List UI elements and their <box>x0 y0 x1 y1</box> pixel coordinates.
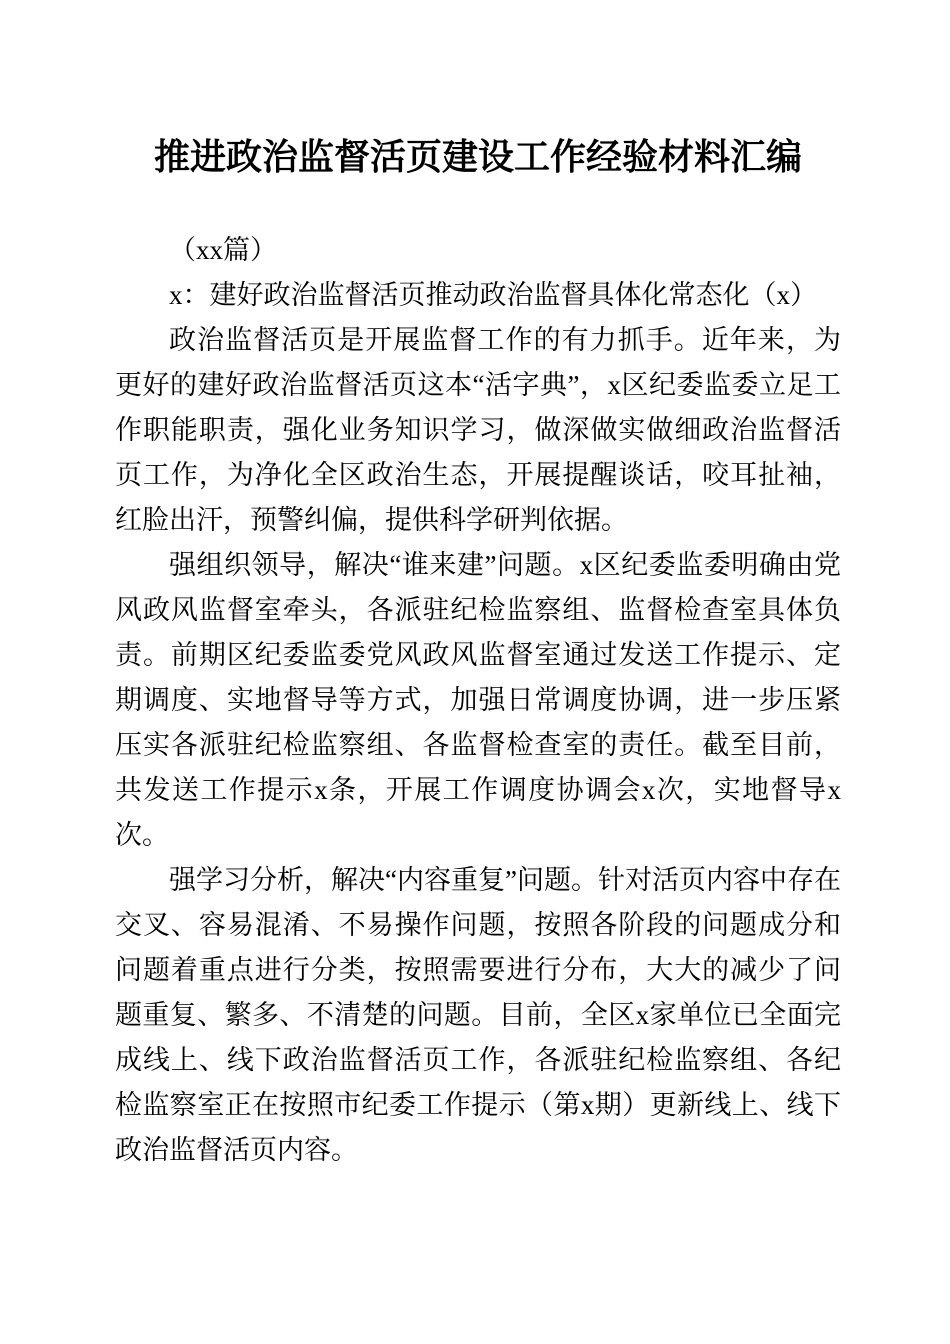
article-count-note: （xx篇） <box>169 235 277 265</box>
body-paragraph-1: 政治监督活页是开展监督工作的有力抓手。近年来，为更好的建好政治监督活页这本“活字典”，x区纪委监委立足工作职能职责，强化业务知识学习，做深做实做细政治监督活页工作，为净化全区政治生态，开展提醒谈话，咬耳扯袖，红脸出汗，预警纠偏，提供科学研判依据。 <box>115 325 841 535</box>
body-paragraph-3: 强学习分析，解决“内容重复”问题。针对活页内容中存在交叉、容易混淆、不易操作问题，按照各阶段的问题成分和问题着重点进行分类，按照需要进行分布，大大的减少了问题重复、繁多、不清楚的问题。目前，全区x家单位已全面完成线上、线下政治监督活页工作，各派驻纪检监察组、各纪检监察室正在按照市纪委工作提示（第x期）更新线上、线下政治监督活页内容。 <box>115 865 841 1165</box>
document-title: 推进政治监督活页建设工作经验材料汇编 <box>153 137 802 177</box>
entry-heading: x：建好政治监督活页推动政治监督具体化常态化（x） <box>169 280 817 310</box>
body-paragraph-2: 强组织领导，解决“谁来建”问题。x区纪委监委明确由党风政风监督室牵头，各派驻纪检监察组、监督检查室具体负责。前期区纪委监委党风政风监督室通过发送工作提示、定期调度、实地督导等方式，加强日常调度协调，进一步压紧压实各派驻纪检监察组、各监督检查室的责任。截至目前，共发送工作提示x条，开展工作调度协调会x次，实地督导x次。 <box>115 550 841 850</box>
